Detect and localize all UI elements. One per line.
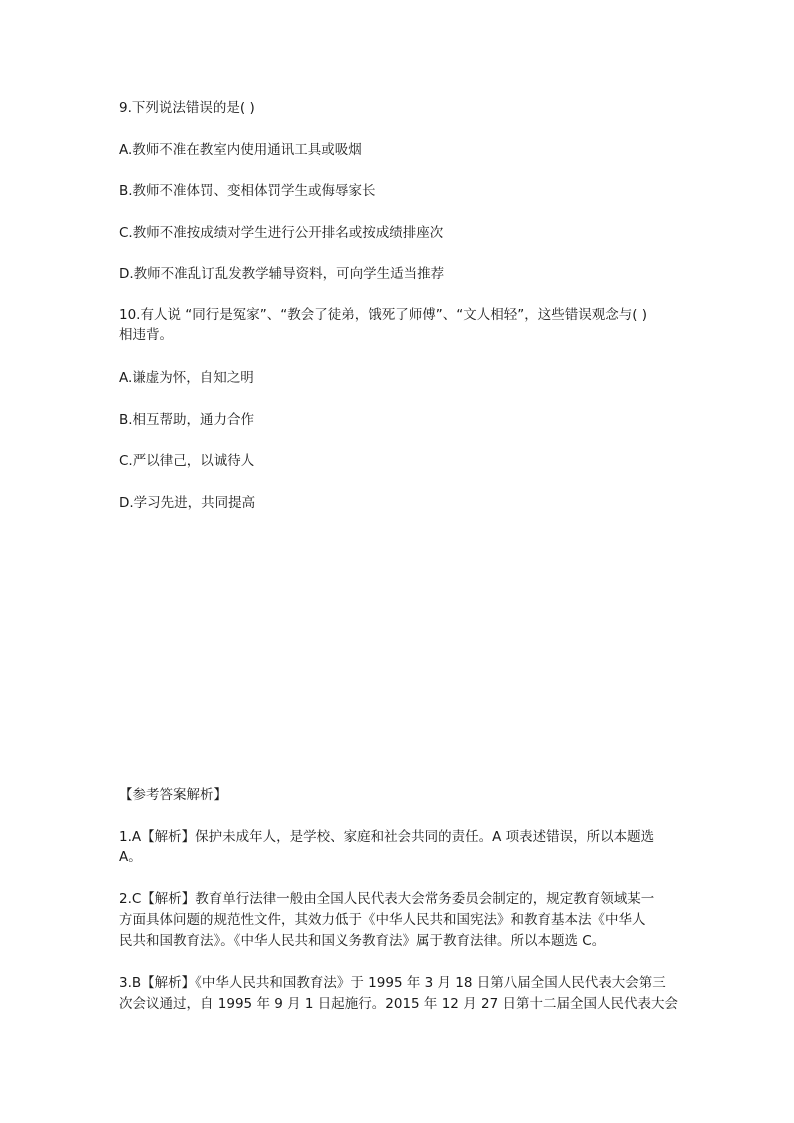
question-10-option-b: B.相互帮助，通力合作 [119, 412, 255, 428]
question-9-option-b: B.教师不准体罚、变相体罚学生或侮辱家长 [119, 183, 376, 199]
answer-2-line-2: 方面具体问题的规范性文件，其效力低于《中华人民共和国宪法》和教育基本法《中华人 [119, 912, 646, 928]
question-10-stem-line-2: 相违背。 [119, 327, 173, 343]
answer-1-line-1: 1.A【解析】保护未成年人，是学校、家庭和社会共同的责任。A 项表述错误，所以本题选 [119, 829, 655, 845]
question-10-option-d: D.学习先进，共同提高 [119, 495, 256, 511]
question-9-option-d: D.教师不准乱订乱发教学辅导资料，可向学生适当推荐 [119, 266, 445, 282]
answer-3-line-2: 次会议通过，自 1995 年 9 月 1 日起施行。2015 年 12 月 27 日第十二届全国人民代表大会 [119, 996, 678, 1012]
question-10-option-a: A.谦虚为怀，自知之明 [119, 370, 254, 386]
question-9-stem: 9.下列说法错误的是( ) [119, 100, 255, 116]
answer-3-line-1: 3.B【解析】《中华人民共和国教育法》于 1995 年 3 月 18 日第八届全国人民代表大会第三 [119, 975, 666, 991]
answer-2-line-1: 2.C【解析】教育单行法律一般由全国人民代表大会常务委员会制定的，规定教育领域某一 [119, 891, 655, 907]
question-10-option-c: C.严以律己，以诚待人 [119, 453, 255, 469]
question-9-option-c: C.教师不准按成绩对学生进行公开排名或按成绩排座次 [119, 225, 444, 241]
answer-1-line-2: A。 [119, 849, 142, 865]
question-10-stem-line-1: 10.有人说 “同行是冤家”、“教会了徒弟，饿死了师傅”、“文人相轻”，这些错误观念与( ) [119, 307, 648, 323]
answer-2-line-3: 民共和国教育法》。《中华人民共和国义务教育法》属于教育法律。所以本题选 C。 [119, 933, 606, 949]
answers-heading: 【参考答案解析】 [119, 787, 227, 803]
question-9-option-a: A.教师不准在教室内使用通讯工具或吸烟 [119, 142, 362, 158]
